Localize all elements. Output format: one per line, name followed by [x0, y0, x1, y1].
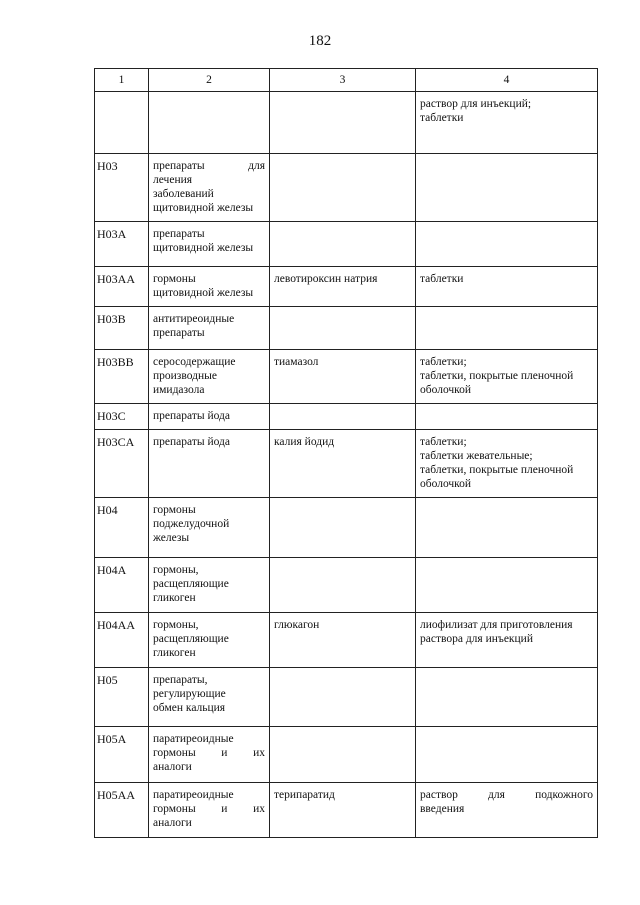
- atc-code-cell: H03B: [95, 307, 149, 350]
- substance-cell: калия йодид: [270, 430, 416, 498]
- substance-cell: тиамазол: [270, 350, 416, 404]
- atc-code-cell: H04: [95, 498, 149, 558]
- pharmacological-group-cell: [149, 350, 270, 404]
- group-line: препараты для: [153, 160, 265, 172]
- group-line: антитиреоидные: [153, 313, 235, 325]
- group-line: препараты йода: [153, 410, 230, 422]
- dosage-form-line: лиофилизат для приготовления: [420, 619, 573, 631]
- pharmacological-group-cell: [149, 613, 270, 668]
- atc-code-cell: H04AA: [95, 613, 149, 668]
- group-line: препараты: [153, 327, 205, 339]
- atc-code-cell: H03: [95, 154, 149, 222]
- dosage-forms-cell: [416, 613, 598, 668]
- column-header: 1: [95, 69, 149, 92]
- atc-code-cell: H04A: [95, 558, 149, 613]
- pharmacological-group-cell: [149, 668, 270, 727]
- dosage-form-line: раствор для инъекций;: [420, 98, 532, 110]
- pharmacological-group-cell: [149, 404, 270, 430]
- group-line: аналоги: [153, 761, 192, 773]
- group-line: паратиреоидные: [153, 789, 234, 801]
- dosage-form-line: раствор для подкожного: [420, 789, 593, 801]
- dosage-form-line: таблетки;: [420, 436, 467, 448]
- group-line: производные: [153, 370, 217, 382]
- group-line: гормоны: [153, 504, 196, 516]
- atc-code-cell: H03AA: [95, 267, 149, 307]
- table-row: [95, 613, 598, 668]
- table-row: [95, 222, 598, 267]
- table-row: [95, 154, 598, 222]
- dosage-form-line: таблетки жевательные;: [420, 450, 533, 462]
- group-line: обмен кальция: [153, 702, 226, 714]
- group-line: серосодержащие: [153, 356, 236, 368]
- dosage-forms-cell: [416, 154, 598, 222]
- substance-cell: [270, 222, 416, 267]
- group-line: щитовидной железы: [153, 287, 254, 299]
- dosage-forms-cell: [416, 498, 598, 558]
- table-row: [95, 727, 598, 783]
- dosage-forms-cell: [416, 307, 598, 350]
- dosage-form-line: таблетки, покрытые пленочной: [420, 370, 574, 382]
- group-line: гормоны,: [153, 619, 199, 631]
- atc-code-cell: H05A: [95, 727, 149, 783]
- table-header-row: [95, 69, 598, 92]
- table-row: [95, 307, 598, 350]
- pharmacological-group-cell: [149, 783, 270, 838]
- group-line: регулирующие: [153, 688, 226, 700]
- atc-code-cell: H03A: [95, 222, 149, 267]
- table-row: [95, 430, 598, 498]
- dosage-forms-cell: [416, 350, 598, 404]
- atc-code-cell: H03BB: [95, 350, 149, 404]
- table-row: [95, 558, 598, 613]
- table-row: [95, 498, 598, 558]
- atc-code-cell: H03C: [95, 404, 149, 430]
- substance-cell: [270, 498, 416, 558]
- group-line: расщепляющие: [153, 633, 229, 645]
- dosage-form-line: таблетки, покрытые пленочной: [420, 464, 574, 476]
- pharmacological-group-cell: [149, 558, 270, 613]
- substance-cell: терипаратид: [270, 783, 416, 838]
- group-line: поджелудочной: [153, 518, 230, 530]
- pharmacological-group-cell: [149, 430, 270, 498]
- dosage-forms-cell: [416, 222, 598, 267]
- group-line: аналоги: [153, 817, 192, 829]
- atc-code-cell: H03CA: [95, 430, 149, 498]
- atc-code-cell: [95, 92, 149, 154]
- group-line: гормоны и их: [153, 803, 265, 815]
- dosage-forms-cell: [416, 267, 598, 307]
- column-header: 3: [270, 69, 416, 92]
- group-line: гликоген: [153, 592, 196, 604]
- group-line: гормоны,: [153, 564, 199, 576]
- dosage-form-line: оболочкой: [420, 478, 472, 490]
- group-line: железы: [153, 532, 190, 544]
- dosage-forms-cell: [416, 430, 598, 498]
- dosage-forms-cell: [416, 92, 598, 154]
- group-line: препараты йода: [153, 436, 230, 448]
- table-row: [95, 783, 598, 838]
- substance-cell: [270, 558, 416, 613]
- group-line: гормоны: [153, 273, 196, 285]
- dosage-form-line: раствора для инъекций: [420, 633, 533, 645]
- substance-cell: [270, 668, 416, 727]
- drug-table: [94, 68, 598, 838]
- column-header: 2: [149, 69, 270, 92]
- atc-code-cell: H05: [95, 668, 149, 727]
- pharmacological-group-cell: [149, 307, 270, 350]
- substance-cell: [270, 404, 416, 430]
- substance-cell: [270, 727, 416, 783]
- group-line: щитовидной железы: [153, 202, 254, 214]
- pharmacological-group-cell: [149, 92, 270, 154]
- pharmacological-group-cell: [149, 727, 270, 783]
- dosage-forms-cell: [416, 668, 598, 727]
- substance-cell: [270, 92, 416, 154]
- substance-cell: [270, 154, 416, 222]
- dosage-form-line: оболочкой: [420, 384, 472, 396]
- group-line: гормоны и их: [153, 747, 265, 759]
- atc-code-cell: H05AA: [95, 783, 149, 838]
- group-line: расщепляющие: [153, 578, 229, 590]
- substance-cell: [270, 307, 416, 350]
- dosage-forms-cell: [416, 727, 598, 783]
- pharmacological-group-cell: [149, 154, 270, 222]
- dosage-form-line: таблетки: [420, 273, 464, 285]
- group-line: препараты: [153, 228, 205, 240]
- table-body: [95, 92, 598, 838]
- pharmacological-group-cell: [149, 498, 270, 558]
- pharmacological-group-cell: [149, 267, 270, 307]
- table-row: [95, 668, 598, 727]
- group-line: паратиреоидные: [153, 733, 234, 745]
- group-line: имидазола: [153, 384, 205, 396]
- substance-cell: глюкагон: [270, 613, 416, 668]
- column-header: 4: [416, 69, 598, 92]
- table-row: [95, 92, 598, 154]
- table-row: [95, 404, 598, 430]
- dosage-form-line: таблетки: [420, 112, 464, 124]
- dosage-forms-cell: [416, 404, 598, 430]
- group-line: препараты,: [153, 674, 208, 686]
- pharmacological-group-cell: [149, 222, 270, 267]
- group-line: заболеваний: [153, 188, 214, 200]
- dosage-form-line: таблетки;: [420, 356, 467, 368]
- group-line: щитовидной железы: [153, 242, 254, 254]
- substance-cell: левотироксин натрия: [270, 267, 416, 307]
- group-line: лечения: [153, 174, 193, 186]
- dosage-forms-cell: [416, 558, 598, 613]
- dosage-form-line: введения: [420, 803, 465, 815]
- table-row: [95, 267, 598, 307]
- group-line: гликоген: [153, 647, 196, 659]
- dosage-forms-cell: [416, 783, 598, 838]
- page-number: 182: [308, 33, 332, 49]
- table-row: [95, 350, 598, 404]
